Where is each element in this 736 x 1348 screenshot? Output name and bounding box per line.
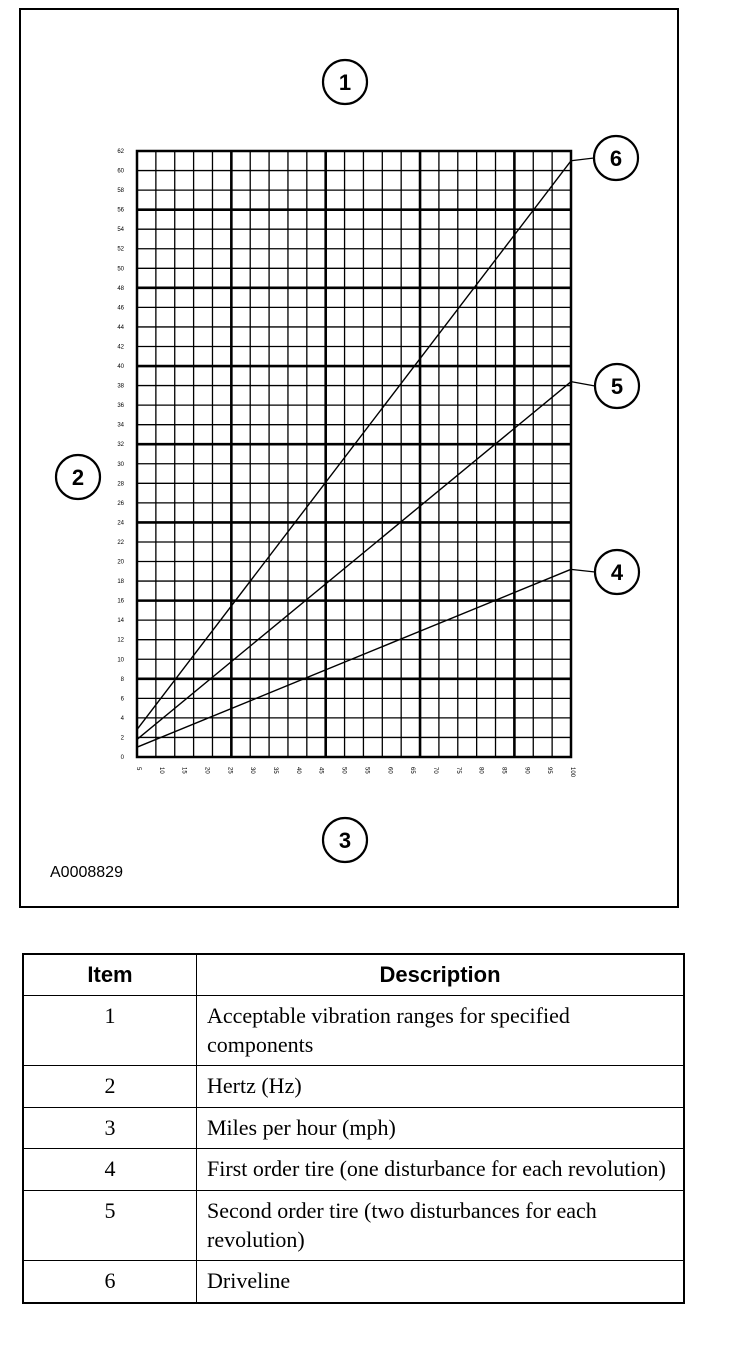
x-tick-label: 15 bbox=[180, 767, 187, 774]
callout-4 bbox=[595, 550, 639, 594]
y-tick-label: 46 bbox=[117, 305, 124, 312]
y-tick-label: 56 bbox=[117, 207, 124, 214]
leader-line-4 bbox=[571, 569, 595, 572]
x-tick-label: 25 bbox=[226, 767, 233, 774]
y-tick-label: 58 bbox=[117, 188, 124, 195]
description-cell: Second order tire (two disturbances for each revolution) bbox=[197, 1190, 685, 1260]
x-tick-label: 5 bbox=[135, 767, 141, 771]
description-cell: Driveline bbox=[197, 1261, 685, 1303]
leader-line-6 bbox=[571, 158, 594, 161]
x-tick-label: 75 bbox=[454, 767, 461, 774]
item-cell: 5 bbox=[23, 1190, 197, 1260]
y-tick-label: 6 bbox=[120, 696, 124, 703]
description-header: Description bbox=[197, 954, 685, 996]
y-tick-label: 62 bbox=[117, 149, 124, 155]
item-cell: 6 bbox=[23, 1261, 197, 1303]
legend-table bbox=[22, 953, 685, 1304]
y-tick-label: 22 bbox=[117, 539, 124, 546]
item-cell: 4 bbox=[23, 1149, 197, 1191]
x-tick-label: 20 bbox=[203, 767, 210, 774]
x-tick-label: 35 bbox=[272, 767, 279, 774]
x-tick-label: 90 bbox=[523, 767, 530, 774]
plot-border bbox=[137, 151, 571, 757]
y-tick-label: 50 bbox=[117, 266, 124, 273]
item-header: Item bbox=[23, 954, 197, 996]
callout-1-label: 1 bbox=[338, 70, 352, 95]
y-tick-label: 4 bbox=[120, 715, 124, 722]
y-tick-label: 60 bbox=[117, 168, 124, 175]
description-cell: Hertz (Hz) bbox=[197, 1066, 685, 1108]
x-tick-label: 50 bbox=[340, 767, 347, 774]
y-tick-label: 24 bbox=[117, 520, 124, 527]
x-tick-label: 65 bbox=[409, 767, 416, 774]
y-tick-label: 42 bbox=[117, 344, 124, 351]
y-tick-label: 10 bbox=[117, 657, 124, 664]
y-tick-label: 8 bbox=[120, 676, 124, 683]
table-row bbox=[23, 1149, 684, 1191]
y-tick-label: 38 bbox=[117, 383, 124, 390]
y-tick-label: 54 bbox=[117, 227, 124, 234]
table-row bbox=[23, 1261, 684, 1303]
y-tick-label: 52 bbox=[117, 246, 124, 253]
x-tick-label: 100 bbox=[569, 767, 575, 778]
x-tick-label: 80 bbox=[477, 767, 484, 774]
x-tick-label: 30 bbox=[249, 767, 256, 774]
leader-line-5 bbox=[571, 382, 595, 386]
callout-2-label: 2 bbox=[71, 465, 85, 490]
x-tick-label: 70 bbox=[431, 767, 438, 774]
item-cell: 3 bbox=[23, 1107, 197, 1149]
y-tick-label: 16 bbox=[117, 598, 124, 605]
callout-5-label: 5 bbox=[610, 374, 624, 399]
figure-code: A0008829 bbox=[50, 864, 123, 881]
x-tick-label: 45 bbox=[317, 767, 324, 774]
callout-1 bbox=[323, 60, 367, 104]
callout-3-label: 3 bbox=[338, 828, 352, 853]
callout-leaders bbox=[571, 158, 595, 572]
y-tick-label: 32 bbox=[117, 442, 124, 449]
y-tick-label: 20 bbox=[117, 559, 124, 566]
y-tick-label: 18 bbox=[117, 579, 124, 586]
table-row bbox=[23, 1190, 684, 1260]
table-row bbox=[23, 996, 684, 1066]
y-tick-label: 12 bbox=[117, 637, 124, 644]
x-tick-label: 10 bbox=[157, 767, 164, 774]
y-tick-label: 34 bbox=[117, 422, 124, 429]
description-cell: First order tire (one disturbance for each revolution) bbox=[197, 1149, 685, 1191]
callout-3 bbox=[323, 818, 367, 862]
callout-6-label: 6 bbox=[609, 146, 623, 171]
callout-4-label: 4 bbox=[610, 560, 624, 585]
y-tick-label: 30 bbox=[117, 461, 124, 468]
table-row bbox=[23, 1066, 684, 1108]
callout-2 bbox=[56, 455, 100, 499]
x-tick-label: 55 bbox=[363, 767, 370, 774]
y-tick-label: 26 bbox=[117, 500, 124, 507]
y-tick-label: 14 bbox=[117, 618, 124, 625]
y-tick-label: 44 bbox=[117, 324, 124, 331]
table-row bbox=[23, 1107, 684, 1149]
description-cell: Miles per hour (mph) bbox=[197, 1107, 685, 1149]
item-cell: 1 bbox=[23, 996, 197, 1066]
y-tick-label: 2 bbox=[120, 735, 124, 742]
y-tick-label: 0 bbox=[120, 755, 124, 761]
x-tick-label: 60 bbox=[386, 767, 393, 774]
y-tick-label: 40 bbox=[117, 364, 124, 371]
callout-6 bbox=[594, 136, 638, 180]
y-tick-label: 36 bbox=[117, 403, 124, 410]
legend-header-row bbox=[23, 954, 684, 996]
y-tick-label: 28 bbox=[117, 481, 124, 488]
x-tick-label: 85 bbox=[500, 767, 507, 774]
chart-grid bbox=[137, 151, 571, 757]
x-tick-label: 40 bbox=[294, 767, 301, 774]
description-cell: Acceptable vibration ranges for specified components bbox=[197, 996, 685, 1066]
x-tick-label: 95 bbox=[546, 767, 553, 774]
item-cell: 2 bbox=[23, 1066, 197, 1108]
y-tick-label: 48 bbox=[117, 285, 124, 292]
callout-5 bbox=[595, 364, 639, 408]
